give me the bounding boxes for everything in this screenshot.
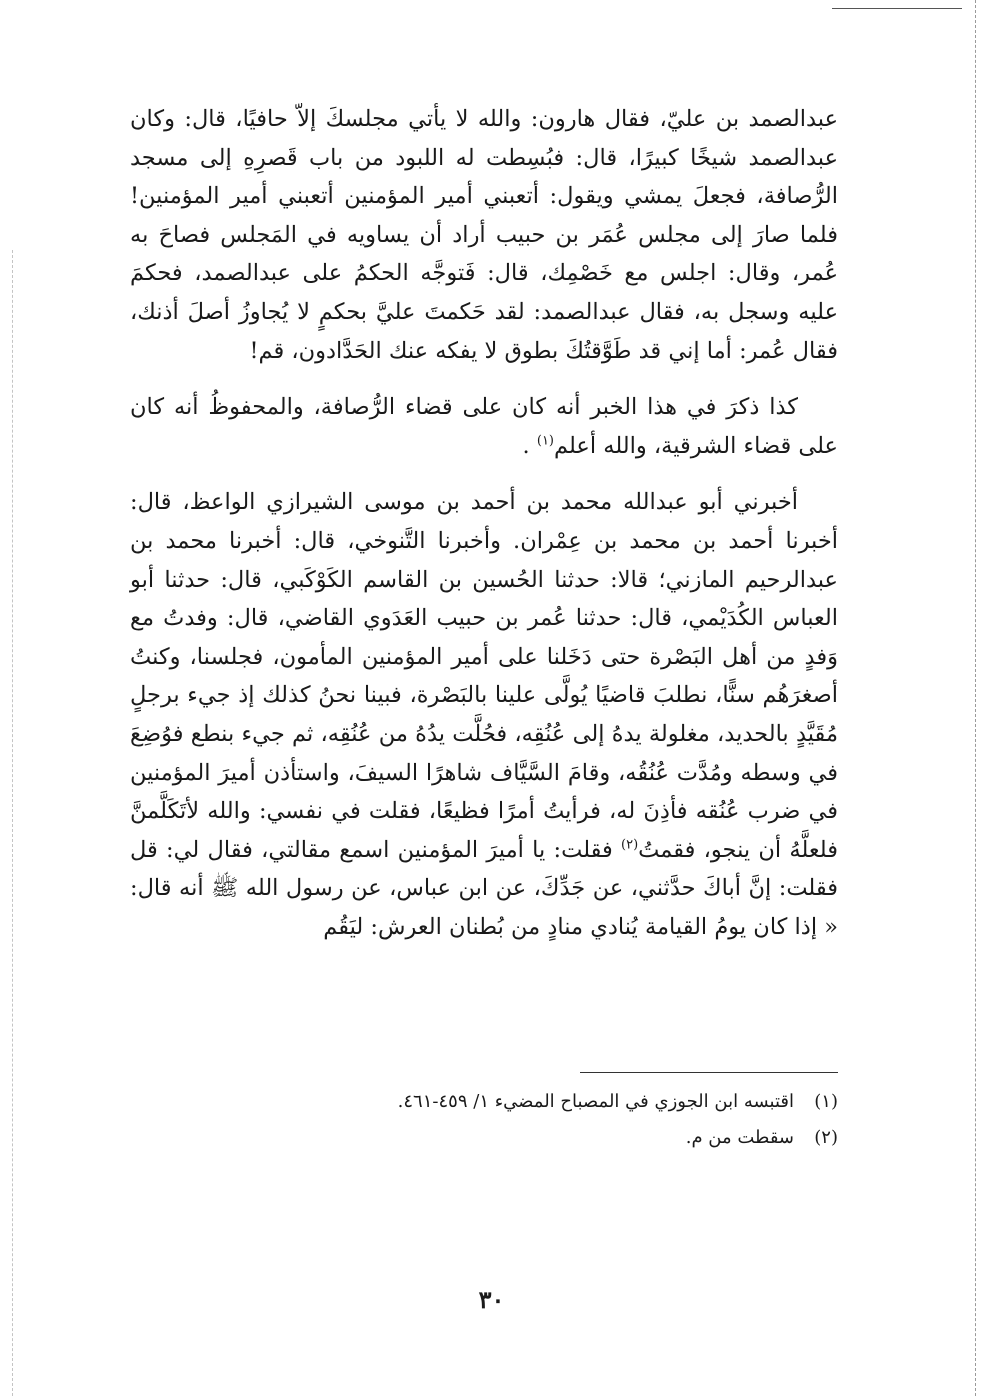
paragraph-text: كذا ذكرَ في هذا الخبر أنه كان على قضاء الرُّصافة، والمحفوظُ أنه كان على قضاء الشرقية، والله أعلم	[130, 394, 838, 459]
footnote-reference: (٢)	[621, 837, 639, 853]
footnote-text: سقطت من م.	[685, 1127, 794, 1148]
scan-margin-line-left	[12, 250, 13, 1396]
paragraph-text-end: .	[522, 432, 537, 459]
paragraph: عبدالصمد بن عليّ، فقال هارون: والله لا يأتي مجلسكَ إلاّ حافيًا، قال: وكان عبدالصمد شيخًا كبيرًا، قال: فبُسِطت له اللبود من باب قَصرِهِ إلى مسجد الرُّصافة، فجعلَ يمشي ويقول: أتعبني أمير المؤمنين أتعبني أمير المؤمنين! فلما صارَ إلى مجلس عُمَر بن حبيب أراد أن يساويه في المَجلس فصاحَ به عُمر، وقال: اجلس مع خَصْمِك، قال: فَتوجَّه الحكمُ على عبدالصمد، فحكمَ عليه وسجل به، فقال عبدالصمد: لقد حَكمتَ عليَّ بحكمٍ لا يُجاوزُ أصلَ أذنك، فقال عُمر: أما إني قد طَوَّقتُكَ بطوق لا يفكه عنك الحَدَّادون، قم!	[130, 106, 838, 364]
footnote-separator	[580, 1072, 838, 1073]
page-number: ٣٠	[478, 1285, 505, 1314]
top-rule	[832, 8, 962, 9]
footnote	[130, 1120, 838, 1156]
paragraph-text: فقلت: يا أميرَ المؤمنين اسمع مقالتي، فقال لي: قل فقلت: إنَّ أباكَ حدَّثني، عن جَدِّكَ، عن ابن عباس، عن رسول الله ﷺ أنه قال: « إذا كان يومُ القيامة يُنادي منادٍ من بُطنان العرش: ليَقُم	[130, 836, 838, 940]
scan-margin-line	[975, 0, 976, 1396]
paragraph-narration	[130, 483, 838, 946]
body-text	[130, 100, 838, 946]
footnote	[130, 1084, 838, 1120]
footnote-text: اقتبسه ابن الجوزي في المصباح المضيء ١/ ٤٥٩-٤٦١.	[397, 1091, 794, 1112]
footnotes	[130, 1084, 838, 1156]
footnote-number: (١)	[814, 1091, 838, 1112]
paragraph-text: أخبرني أبو عبدالله محمد بن أحمد بن موسى الشيرازي الواعظ، قال: أخبرنا أحمد بن محمد بن عِمْران. وأخبرنا التَّنوخي، قال: أخبرنا محمد بن عبدالرحيم المازني؛ قالا: حدثنا الحُسين بن القاسم الكَوْكَبي، قال: حدثنا أبو العباس الكُدَيْمي، قال: حدثنا عُمر بن حبيب العَدَوي القاضي، قال: وفدتُ مع وَفدٍ من أهل البَصْرة حتى دَخَلنا على أمير المؤمنين المأمون، فجلسنا، وكنتُ أصغرَهُم سنًّا، نطلبَ قاضيًا يُولَّى علينا بالبَصْرة، فبينا نحنُ كذلك إذ جيء برجلٍ مُقَيَّدٍ بالحديد، مغلولة يدهُ إلى عُنُقِه، فحُلَّت يدُهُ من عُنُقِه، ثم جيء بنطع فوُضِعَ في وسطه ومُدَّت عُنُقُه، وقامَ السَّيَّاف شاهرًا السيفَ، واستأذن أميرَ المؤمنين في ضرب عُنُقه فأذِنَ له، فرأيتُ أمرًا فظيعًا، فقلت في نفسي: والله لأتَكَلَّمنَّ فلعلَّهُ أن ينجو، فقمتُ	[130, 489, 839, 863]
paragraph-note	[130, 388, 838, 465]
footnote-reference: (١)	[536, 433, 554, 449]
footnote-number: (٢)	[814, 1127, 838, 1148]
